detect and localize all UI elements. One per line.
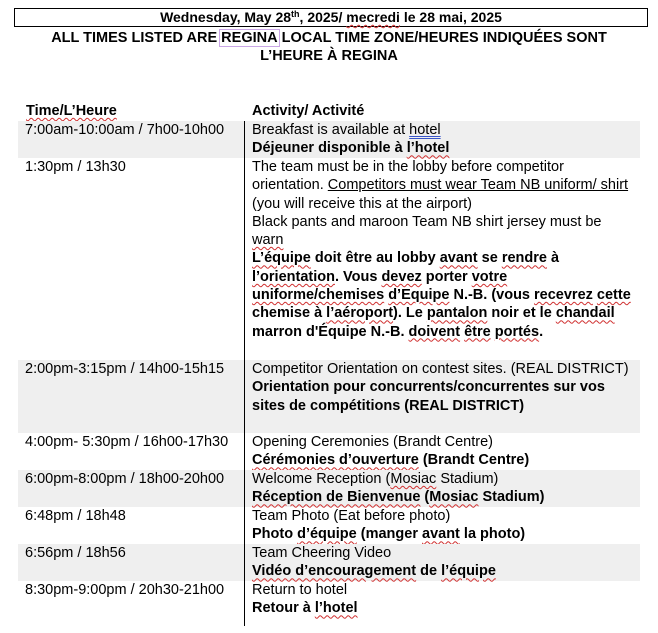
row-time: 4:00pm- 5:30pm / 16h00-17h30: [25, 434, 229, 450]
text: hotel: [409, 122, 441, 138]
table-row: [18, 544, 640, 581]
text: recevrez: [534, 287, 593, 304]
text: . Vous: [334, 268, 382, 285]
row-activity: [252, 360, 636, 415]
activity-en: Return to hotel: [252, 582, 348, 598]
text: Retour à: [252, 600, 315, 617]
date-ordinal: th: [291, 9, 300, 19]
text: rendre: [501, 250, 547, 267]
column-header-activity: Activity/ Activité: [252, 103, 365, 119]
text: pantalon: [426, 305, 488, 322]
activity-en: [252, 121, 636, 139]
text: l’orientation: [252, 268, 335, 285]
date-text-suffix: le 28 mai, 2025: [399, 9, 502, 25]
text: l’hotel: [314, 600, 358, 617]
text: warn: [252, 232, 284, 249]
text: Welcome Reception (: [252, 471, 391, 487]
activity-fr: [252, 488, 636, 506]
text: d’Equipe: [388, 287, 450, 304]
text: (you will receive this at the airport): [252, 195, 472, 212]
text: noir et le: [487, 305, 556, 322]
table-row: [18, 158, 640, 360]
text: Photo: [252, 526, 298, 543]
row-time: 7:00am-10:00am / 7h00-10h00: [25, 122, 225, 138]
text: marron d'Équipe N.-B.: [252, 323, 409, 340]
text: The team must be in the lobby before competitor orientation.: [252, 159, 564, 194]
text: avant: [439, 250, 478, 267]
row-activity: [252, 544, 636, 581]
text: (: [420, 489, 430, 506]
text: être: [464, 323, 491, 340]
text: Stadium): [478, 489, 545, 506]
tz-highlight: REGINA: [221, 30, 278, 46]
text: doit être au lobby: [310, 250, 440, 267]
text: devez: [381, 268, 422, 285]
text: ). Le: [393, 305, 427, 322]
text: d’équipe: [297, 526, 357, 543]
text: cette: [596, 287, 631, 304]
table-row: [18, 470, 640, 507]
text: chemise à: [252, 305, 327, 322]
text: Vidéo d’encouragement: [252, 563, 417, 580]
row-activity: [252, 581, 636, 618]
table-row: [18, 433, 640, 470]
activity-en-2: [252, 213, 636, 250]
row-time: 6:48pm / 18h48: [25, 508, 126, 524]
text: l’équipe: [441, 563, 496, 580]
activity-en: Opening Ceremonies (Brandt Centre): [252, 434, 493, 450]
text: Déjeuner disponible à: [252, 140, 407, 157]
text: Breakfast is available at: [252, 122, 410, 138]
row-time: 1:30pm / 13h30: [25, 159, 126, 175]
row-activity: [252, 121, 636, 158]
text: Black pants and maroon Team NB shirt jersey must be: [252, 213, 602, 230]
text: Cérémonies d’ouverture: [252, 452, 419, 469]
column-divider: [244, 121, 245, 626]
activity-fr: [252, 525, 636, 543]
row-time: 6:56pm / 18h56: [25, 545, 126, 561]
table-row: [18, 360, 640, 433]
text: Réception de Bienvenue: [252, 489, 421, 506]
text: Mosiac: [390, 471, 437, 487]
tz-text-post: LOCAL TIME ZONE/HEURES INDIQUÉES SONT: [277, 30, 607, 46]
activity-fr: [252, 451, 636, 469]
text: Mosiac: [429, 489, 479, 506]
text: de: [416, 563, 442, 580]
text: chandail: [555, 305, 615, 322]
text: (Brandt Centre): [418, 452, 530, 469]
text: la photo): [459, 526, 526, 543]
text: l’hotel: [406, 140, 450, 157]
text: porter: [421, 268, 472, 285]
activity-en: Competitor Orientation on contest sites. (REAL DISTRICT): [252, 361, 629, 377]
text: votre: [471, 268, 508, 285]
date-text-mid: , 2025/: [299, 9, 347, 25]
text: avant: [422, 526, 460, 543]
text: (manger: [356, 526, 422, 543]
row-activity: [252, 433, 636, 470]
text: portés: [494, 323, 540, 340]
row-activity: [252, 158, 636, 341]
text: .: [539, 323, 544, 340]
table-row: [18, 581, 640, 626]
activity-fr: [252, 249, 636, 340]
text: L’équipe: [252, 250, 311, 267]
date-header: [14, 8, 648, 27]
activity-fr: Orientation pour concurrents/concurrentes sur vos sites de compétitions (REAL DISTRICT): [252, 379, 605, 414]
activity-en: [252, 158, 636, 213]
text: Competitors must wear Team NB uniform/ shirt: [327, 177, 629, 194]
row-activity: [252, 507, 636, 544]
row-activity: [252, 470, 636, 507]
activity-en: Team Cheering Video: [252, 545, 392, 561]
table-row: [18, 507, 640, 544]
row-time: 6:00pm-8:00pm / 18h00-20h00: [25, 471, 225, 487]
activity-fr: [252, 562, 636, 580]
text: uniforme/chemises: [252, 287, 385, 304]
timezone-note-line2: L’HEURE À REGINA: [260, 48, 398, 64]
text: Stadium): [436, 471, 499, 487]
tz-text: ALL TIMES LISTED ARE: [51, 30, 222, 46]
date-text: Wednesday, May 28: [160, 9, 292, 25]
date-text-fr: mecredi: [346, 9, 400, 25]
activity-fr: [252, 599, 636, 617]
text: N.-B. (vous: [449, 287, 535, 304]
activity-fr: [252, 139, 636, 157]
text: à: [546, 250, 560, 267]
column-header-time: Time/L’Heure: [26, 103, 117, 119]
row-time: 2:00pm-3:15pm / 14h00-15h15: [25, 361, 225, 377]
timezone-note-line1: [8, 29, 650, 47]
text: se: [477, 250, 502, 267]
table-row: [18, 121, 640, 158]
activity-en: [252, 470, 636, 488]
text: doivent: [408, 323, 461, 340]
text: l’aéroport: [326, 305, 394, 322]
activity-en: Team Photo (Eat before photo): [252, 508, 451, 524]
row-time: 8:30pm-9:00pm / 20h30-21h00: [25, 582, 225, 598]
